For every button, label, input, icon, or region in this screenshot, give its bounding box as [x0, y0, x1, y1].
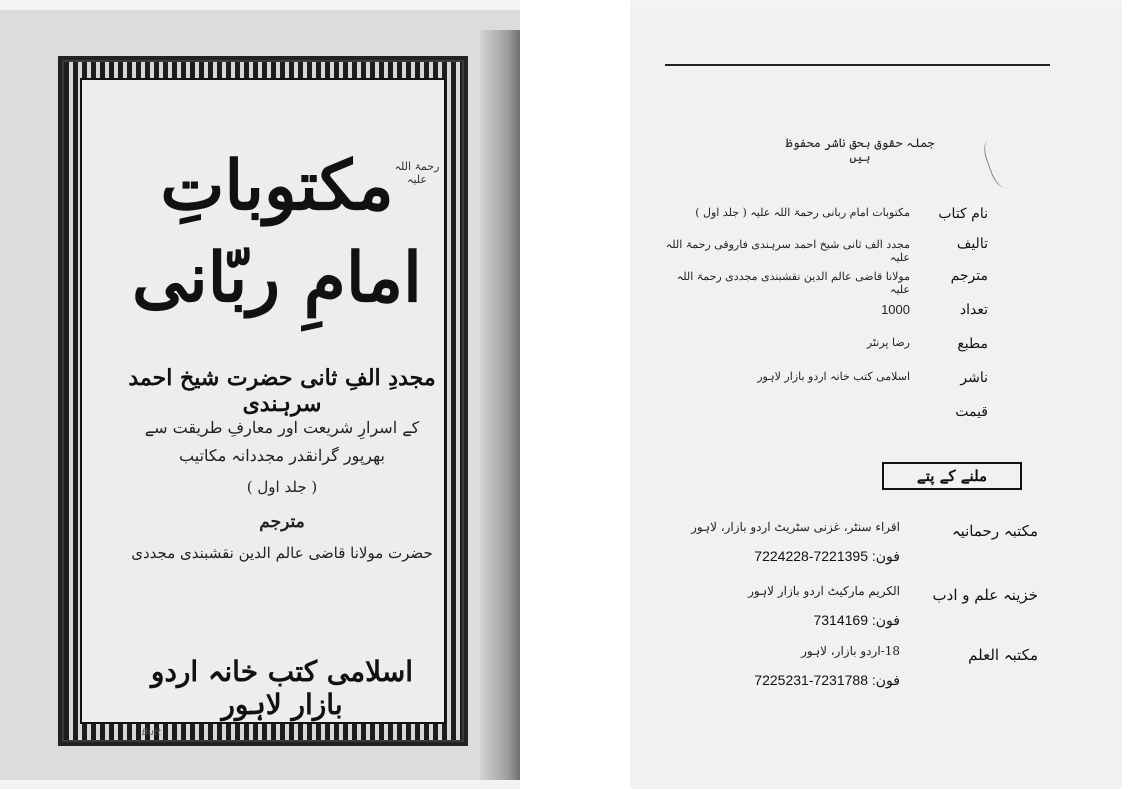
label-quantity: تعداد: [959, 302, 988, 318]
title-panel: [80, 78, 446, 738]
label-compiled-by: تالیف: [956, 236, 988, 252]
store-address-1: اقراء سنٹر، غزنی سٹریٹ اردو بازار، لاہور: [691, 520, 900, 534]
top-rule: [665, 64, 1050, 66]
translator-name: حضرت مولانا قاضی عالم الدین نقشبندی مجددی: [131, 544, 433, 562]
title-page: [0, 10, 520, 780]
value-book-name: مکتوبات امام ربانی رحمۃ اللہ علیہ ( جلد اول ): [695, 206, 910, 219]
ornamental-border: [58, 56, 468, 746]
translator-heading: مترجم: [259, 512, 305, 532]
subtitle-line-2: بھرپور گرانقدر مجددانہ مکاتیب: [179, 446, 385, 465]
margin-mark: [980, 136, 1017, 190]
store-address-3: 18-اردو بازار، لاہور: [801, 644, 900, 658]
publisher-name: اسلامی کتب خانہ اردو بازار لاہور: [150, 655, 414, 721]
label-printer: مطبع: [957, 336, 988, 352]
value-quantity: 1000: [881, 302, 910, 317]
author-name: مجددِ الفِ ثانی حضرت شیخ احمد سرہندی: [128, 365, 436, 417]
store-phone-1: فون: 7221395-7224228: [754, 548, 900, 564]
store-name-2: خزینہ علم و ادب: [932, 586, 1038, 604]
store-name-3: مکتبہ العلم: [968, 646, 1038, 664]
label-publisher: ناشر: [960, 370, 988, 386]
subtitle-line-1: کے اسرارِ شریعت اور معارفِ طریقت سے: [144, 418, 420, 437]
value-printer: رضا پرنٹر: [866, 336, 910, 349]
label-price: قیمت: [955, 404, 988, 420]
title-honorific: رحمۃ اللہ علیہ: [394, 160, 440, 186]
store-phone-2: فون: 7314169: [813, 612, 900, 628]
book-title: مکتوباتِ امامِ ربّانی: [132, 146, 422, 318]
page-gutter: [520, 0, 630, 789]
signature: Butt: [142, 728, 161, 738]
label-book-name: نام کتاب: [938, 206, 988, 222]
store-address-2: الکریم مارکیٹ اردو بازار لاہور: [748, 584, 900, 598]
volume-label: ( جلد اول ): [246, 478, 318, 496]
addresses-heading: ملنے کے پتے: [882, 462, 1022, 490]
store-name-1: مکتبہ رحمانیہ: [951, 522, 1038, 540]
label-translator: مترجم: [950, 268, 988, 284]
store-phone-3: فون: 7231788-7225231: [754, 672, 900, 688]
copyright-notice: جملہ حقوق بحق ناشر محفوظ ہیں: [785, 136, 935, 164]
value-translator: مولانا قاضی عالم الدین نقشبندی مجددی رحمۃ اللہ علیہ: [676, 270, 910, 296]
value-compiled-by: مجدد الف ثانی شیخ احمد سرہندی فاروقی رحمۃ اللہ علیہ: [665, 238, 910, 264]
value-publisher: اسلامی کتب خانہ اردو بازار لاہور: [757, 370, 910, 383]
page-shadow: [480, 30, 520, 780]
imprint-page: [630, 10, 1122, 780]
